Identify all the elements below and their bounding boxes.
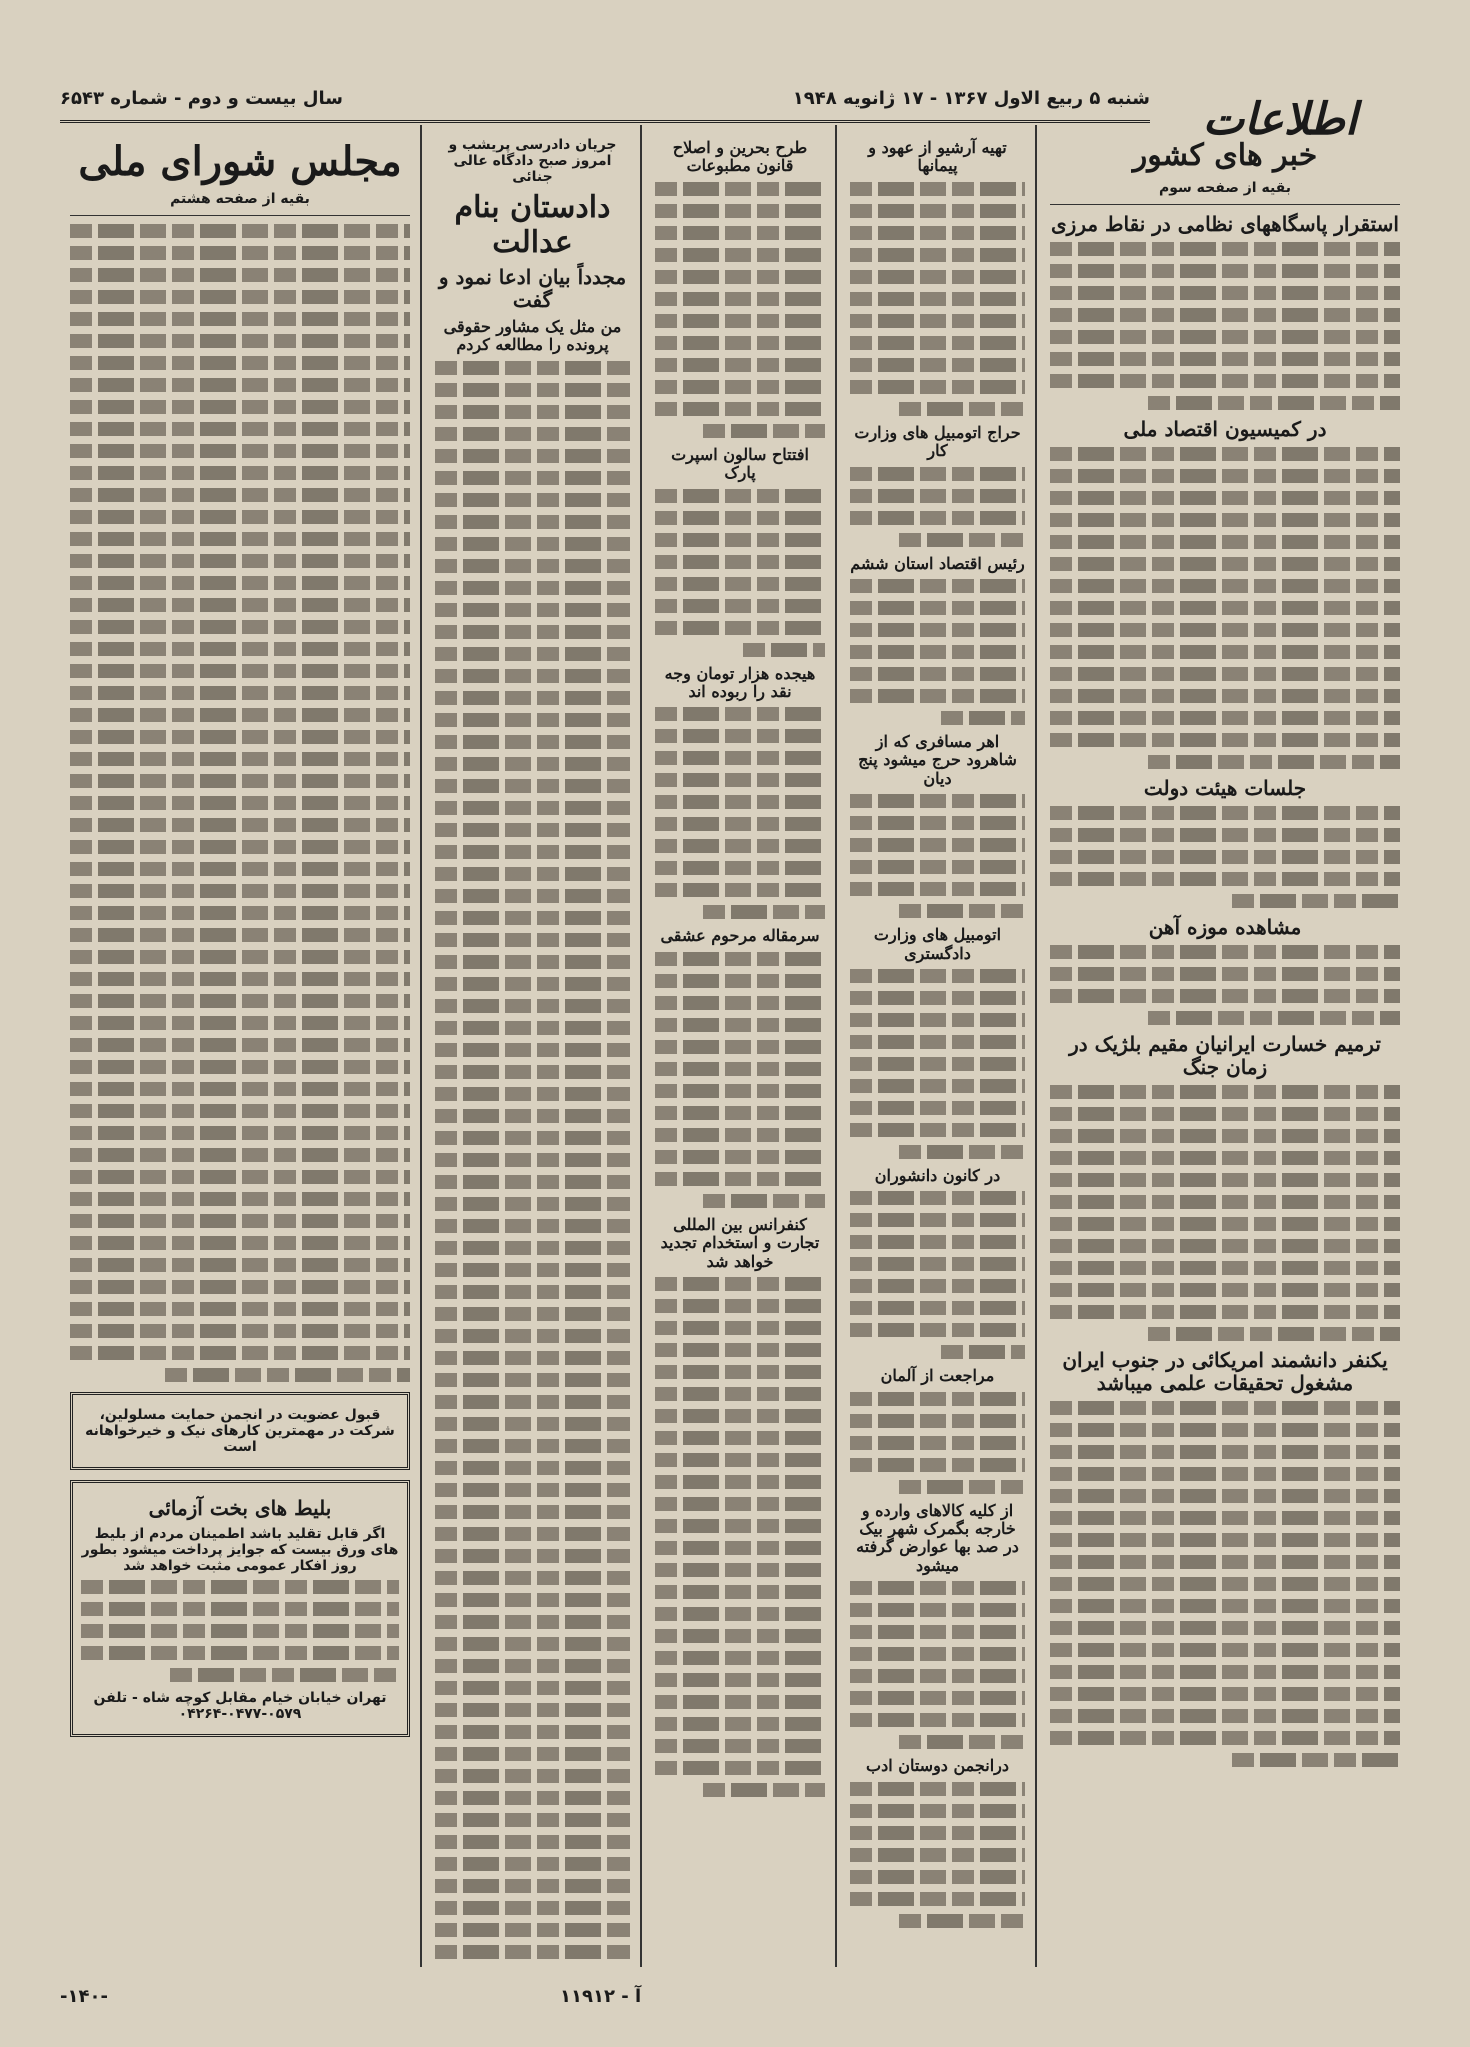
- column-rule: [420, 125, 422, 1967]
- headline: اتومبیل های وزارت دادگستری: [873, 925, 1002, 963]
- headline: رئیس اقتصاد استان ششم: [850, 553, 1025, 573]
- top-bar: [60, 76, 1150, 123]
- lottery-ad: [70, 1480, 410, 1737]
- column-rule: [1035, 125, 1037, 1967]
- headline: از کلیه کالاهای وارده و خارجه بگمرک شهر بیک در صد بها عوارض گرفته میشود: [856, 1500, 1019, 1575]
- notice-box: [70, 1392, 410, 1470]
- headline: جلسات هیئت دولت: [1143, 775, 1307, 800]
- headline: افتتاح سالون اسپرت پارک: [671, 444, 809, 483]
- column-news-2: [840, 125, 1035, 1967]
- headline: تهیه آرشیو از عهود و پیمانها: [868, 138, 1007, 176]
- continued-label: بقیه از صفحه هشتم: [170, 191, 310, 207]
- column-news: [1040, 125, 1410, 1967]
- headline: طرح بحرین و اصلاح قانون مطبوعات: [672, 138, 808, 176]
- date-line: شنبه ۵ ربیع الاول ۱۳۶۷ - ۱۷ ژانویه ۱۹۴۸: [792, 87, 1150, 109]
- section-title: مجلس شورای ملی: [78, 138, 402, 185]
- headline: سرمقاله مرحوم عشقی: [660, 926, 820, 946]
- headline: درانجمن دوستان ادب: [866, 1756, 1009, 1776]
- headline: کنفرانس بین المللی تجارت و استخدام تجدید خواهد شد: [660, 1214, 820, 1271]
- headline: استقرار پاسگاههای نظامی در نقاط مرزی: [1051, 211, 1399, 236]
- continued-label: بقیه از صفحه سوم: [1158, 179, 1291, 196]
- headline: در کمیسیون اقتصاد ملی: [1123, 416, 1327, 441]
- subhead: من مثل یک مشاور حقوقی پرونده را مطالعه کردم: [443, 317, 622, 355]
- headline: هیجده هزار تومان وجه نقد را ربوده اند: [664, 663, 816, 701]
- main-headline: دادستان بنام عدالت: [454, 190, 611, 260]
- footer-ref: آ - ۱۱۹۱۲: [560, 1986, 642, 2007]
- section-title: خبر های کشور: [1132, 138, 1318, 173]
- headline: مشاهده موزه آهن: [1148, 914, 1302, 939]
- headline: ترمیم خسارت ایرانیان مقیم بلژیک در زمان جنگ: [1069, 1031, 1381, 1079]
- column-rule: [835, 125, 837, 1967]
- subhead: مجدداً بیان ادعا نمود و گفت: [438, 265, 627, 312]
- notice-text: قبول عضویت در انجمن حمایت مسلولین، شرکت در مهمترین کارهای نیک و خیرخواهانه است: [85, 1407, 395, 1455]
- kicker: جریان دادرسی پریشب و امروز صبح دادگاه عالی جنائی: [448, 137, 617, 185]
- column-parliament: [60, 125, 420, 1967]
- ad-contact: تهران خیابان خیام مقابل کوچه شاه - تلفن ۰۵۷۹-۰۴۷۷-۰۴۲۶۴: [93, 1690, 387, 1722]
- column-rule: [640, 125, 642, 1967]
- ad-text: اگر قابل تقلید باشد اطمینان مردم از بلیط های ورق بیست که جوایز پرداخت میشود بطور روز افکار عمومی مثبت خواهد شد: [81, 1526, 399, 1574]
- headline: حراج اتومبیل های وزارت کار: [854, 422, 1021, 461]
- headline: یکنفر دانشمند امریکائی در جنوب ایران مشغول تحقیقات علمی میباشد: [1062, 1347, 1388, 1395]
- column-main-story: [425, 125, 640, 1967]
- headline: مراجعت از آلمان: [880, 1366, 995, 1386]
- paper-name: اطلاعات: [1202, 94, 1358, 145]
- headline: در کانون دانشوران: [874, 1165, 1001, 1185]
- column-news-3: [645, 125, 835, 1967]
- issue-line: سال بیست و دوم - شماره ۶۵۴۳: [60, 87, 343, 109]
- ad-title: بلیط های بخت آزمائی: [148, 1496, 332, 1520]
- headline: اهر مسافری که از شاهرود حرج میشود پنج دیان: [858, 731, 1017, 788]
- page-number: -۱۴۰-: [60, 1986, 108, 2007]
